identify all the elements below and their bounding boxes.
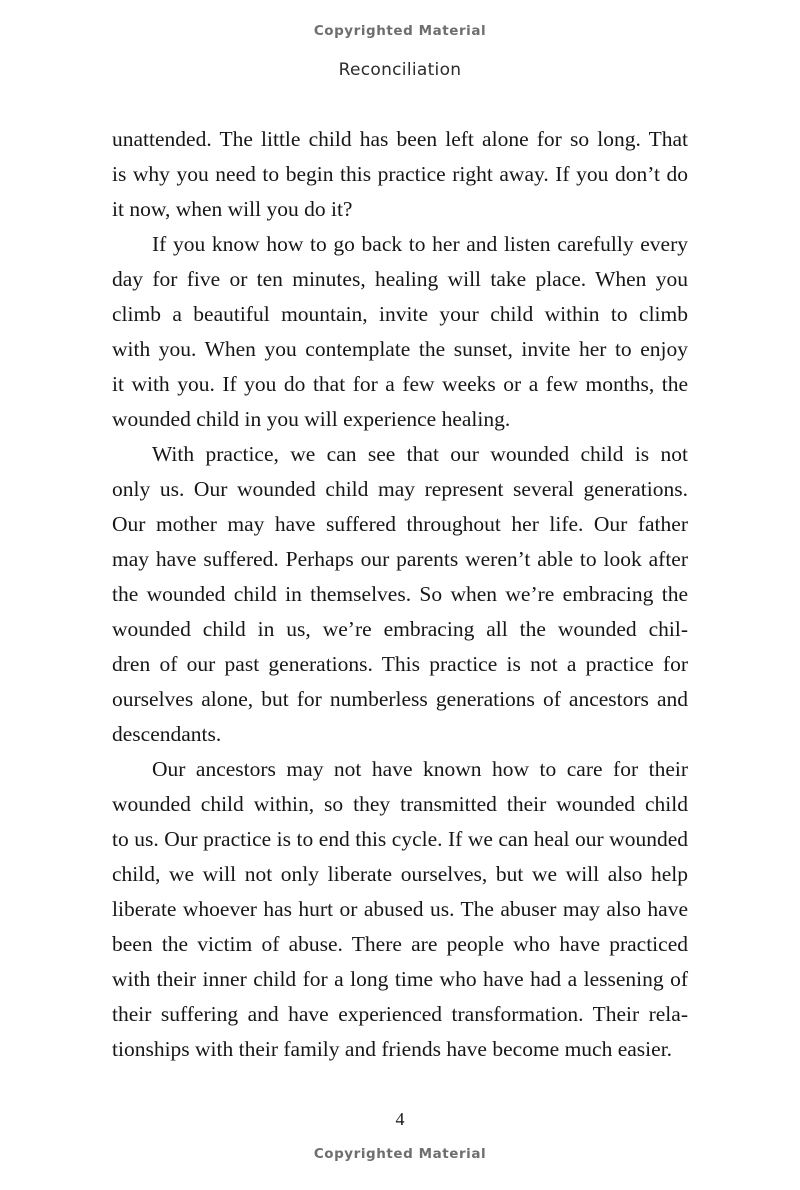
text-line: to us. Our practice is to end this cycle. If we can heal our wounded xyxy=(112,827,688,851)
text-line: with you. When you contemplate the sunset, invite her to enjoy xyxy=(112,337,688,361)
paragraph xyxy=(112,437,688,752)
text-line: the wounded child in themselves. So when we’re embracing the xyxy=(112,582,688,606)
paragraph xyxy=(112,752,688,1067)
page-number: 4 xyxy=(395,1109,405,1129)
text-line: child, we will not only liberate ourselves, but we will also help xyxy=(112,862,688,886)
text-line: With practice, we can see that our wounded child is not xyxy=(152,442,688,466)
text-line: day for five or ten minutes, healing will take place. When you xyxy=(112,267,688,291)
paragraph xyxy=(112,227,688,437)
text-line: is why you need to begin this practice right away. If you don’t do xyxy=(112,162,688,186)
running-head-title: Reconciliation xyxy=(338,60,462,80)
text-line: ourselves alone, but for numberless generations of ancestors and xyxy=(112,687,688,711)
text-line: with their inner child for a long time who have had a lessening of xyxy=(112,967,688,991)
text-line: unattended. The little child has been left alone for so long. That xyxy=(112,127,688,151)
text-line: tionships with their family and friends have become much easier. xyxy=(112,1037,673,1061)
text-line: it with you. If you do that for a few weeks or a few months, the xyxy=(112,372,688,396)
text-line: liberate whoever has hurt or abused us. The abuser may also have xyxy=(112,897,688,921)
text-line: Our mother may have suffered throughout her life. Our father xyxy=(112,512,688,536)
text-line: descendants. xyxy=(112,722,222,746)
text-line: If you know how to go back to her and listen carefully every xyxy=(152,232,688,256)
body-text-column xyxy=(112,122,688,1067)
text-line: been the victim of abuse. There are people who have practiced xyxy=(112,932,688,956)
text-line: dren of our past generations. This practice is not a practice for xyxy=(112,652,688,676)
footer-copyright-watermark: Copyrighted Material xyxy=(313,1146,487,1162)
text-line: Our ancestors may not have known how to care for their xyxy=(152,757,688,781)
text-line: it now, when will you do it? xyxy=(112,197,353,221)
paragraph xyxy=(112,122,688,227)
text-line: their suffering and have experienced transformation. Their rela- xyxy=(112,1002,688,1026)
text-line: may have suffered. Perhaps our parents weren’t able to look after xyxy=(112,547,688,571)
text-line: wounded child in us, we’re embracing all the wounded chil- xyxy=(112,617,688,641)
text-line: only us. Our wounded child may represent several generations. xyxy=(112,477,688,501)
text-line: wounded child in you will experience healing. xyxy=(112,407,511,431)
text-line: wounded child within, so they transmitted their wounded child xyxy=(112,792,688,816)
header-copyright-watermark: Copyrighted Material xyxy=(313,23,487,39)
text-line: climb a beautiful mountain, invite your child within to climb xyxy=(112,302,688,326)
